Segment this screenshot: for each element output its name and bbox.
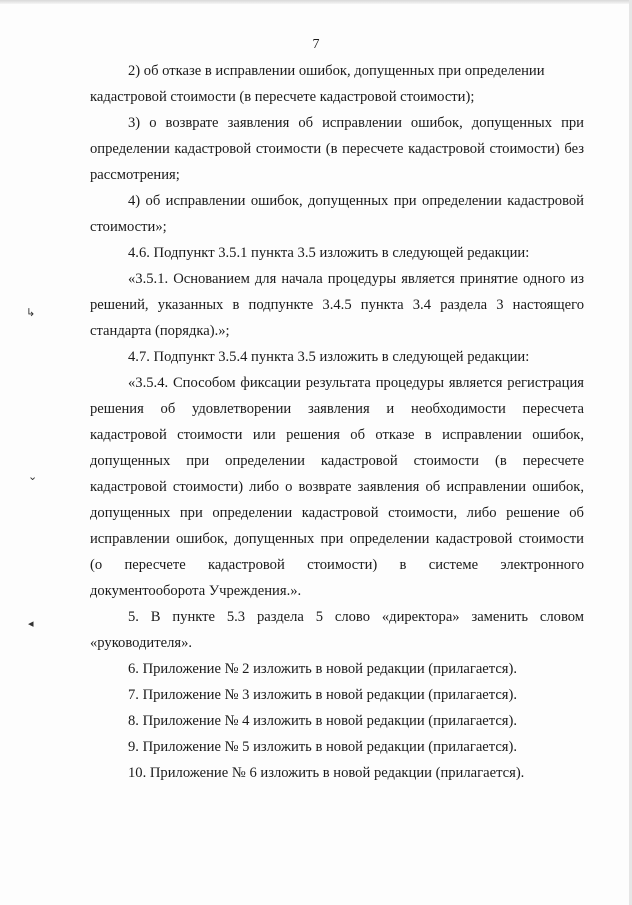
quote-3-5-1-line-2: решений, указанных в подпункте 3.4.5 пункта 3.4 раздела 3 настоящего: [90, 297, 584, 313]
quote-3-5-1-line-1: «3.5.1. Основанием для начала процедуры является принятие одного из: [128, 271, 584, 287]
quote-3-5-1: [90, 266, 584, 344]
quote-3-5-4-line-7: исправлении ошибок, допущенных при определении кадастровой стоимости: [90, 531, 584, 547]
clause-6: 6. Приложение № 2 изложить в новой редакции (прилагается).: [128, 661, 518, 677]
quote-3-5-4-line-2: решения об удовлетворении заявления и необходимости пересчета: [90, 401, 584, 417]
clause-5-line-2: «руководителя».: [90, 635, 193, 651]
list-item-2: [90, 58, 584, 110]
list-item-3: [90, 110, 584, 188]
scan-artifact-mark: ⌄: [28, 470, 38, 483]
list-item-2-line-1: [90, 58, 584, 84]
list-item-3-line-3: рассмотрения;: [90, 167, 180, 183]
scan-top-edge: [0, 0, 632, 4]
quote-3-5-4-line-1: «3.5.4. Способом фиксации результата процедуры является регистрация: [128, 375, 584, 391]
list-item-4-line-1: 4) об исправлении ошибок, допущенных при определении: [128, 193, 502, 209]
scan-artifact-mark: ◂: [28, 617, 34, 630]
list-item-4: [90, 188, 584, 240]
quote-3-5-4-line-4: допущенных при определении кадастровой стоимости (в пересчете: [90, 453, 584, 469]
quote-3-5-4: [90, 370, 584, 604]
clause-4-7: 4.7. Подпункт 3.5.4 пункта 3.5 изложить в следующей редакции:: [128, 349, 530, 365]
page-number: 7: [312, 37, 320, 52]
clause-7: 7. Приложение № 3 изложить в новой редакции (прилагается).: [128, 687, 518, 703]
clause-5: [90, 604, 584, 656]
list-item-3-line-2: определении кадастровой стоимости (в пересчете кадастровой стоимости) без: [90, 141, 584, 157]
quote-3-5-1-line-3: стандарта (порядка).»;: [90, 323, 230, 339]
quote-3-5-4-line-9: документооборота Учреждения.».: [90, 583, 302, 599]
quote-3-5-4-line-5: кадастровой стоимости) либо о возврате заявления об исправлении ошибок,: [90, 479, 584, 495]
clause-10: 10. Приложение № 6 изложить в новой редакции (прилагается).: [128, 765, 525, 781]
list-item-3-line-1: 3) о возврате заявления об исправлении ошибок, допущенных при: [128, 115, 584, 131]
quote-3-5-4-line-3: кадастровой стоимости или решения об отказе в исправлении ошибок,: [90, 427, 584, 443]
clause-8: 8. Приложение № 4 изложить в новой редакции (прилагается).: [128, 713, 518, 729]
document-body: [90, 58, 584, 786]
clause-4-6: 4.6. Подпункт 3.5.1 пункта 3.5 изложить в следующей редакции:: [128, 245, 530, 261]
scan-artifact-mark: ↳: [26, 306, 36, 319]
list-item-4-line-2: кадастровой стоимости»;: [90, 193, 584, 235]
clause-9: 9. Приложение № 5 изложить в новой редакции (прилагается).: [128, 739, 518, 755]
quote-3-5-4-line-8: (о пересчете кадастровой стоимости) в системе электронного: [90, 557, 584, 573]
list-item-2-line-1-text: 2) об отказе в исправлении ошибок, допущенных при определении: [128, 63, 545, 79]
list-item-2-line-2: кадастровой стоимости (в пересчете кадастровой стоимости);: [90, 89, 475, 105]
clause-5-line-1: 5. В пункте 5.3 раздела 5 слово «директора» заменить словом: [128, 609, 584, 625]
quote-3-5-4-line-6: допущенных при определении кадастровой стоимости, либо решение об: [90, 505, 584, 521]
